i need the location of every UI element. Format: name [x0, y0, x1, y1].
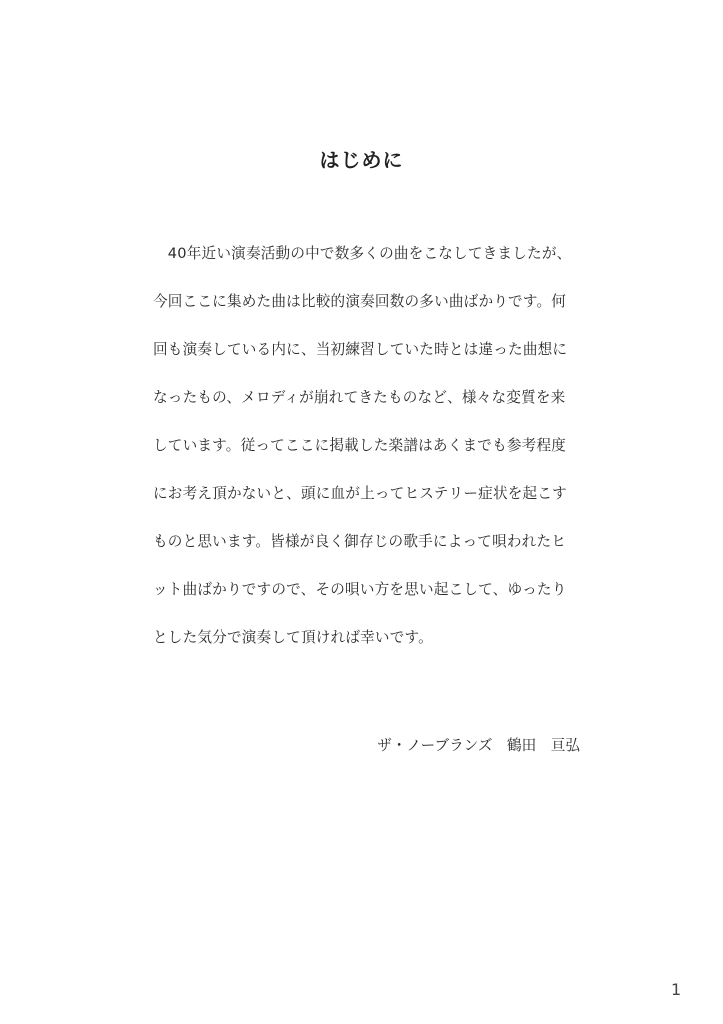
- body-line: とした気分で演奏して頂ければ幸いです。: [153, 629, 433, 646]
- body-line: なったもの、メロディが崩れてきたものなど、様々な変質を来: [153, 389, 566, 406]
- body-line: ものと思います。皆様が良く御存じの歌手によって唄われたヒ: [153, 533, 567, 550]
- author-signature: ザ・ノーブランズ 鶴田 亘弘: [377, 737, 580, 754]
- body-line: 今回ここに集めた曲は比較的演奏回数の多い曲ばかりです。何: [153, 293, 567, 310]
- page-title: はじめに: [319, 148, 404, 172]
- body-line: しています。従ってここに掲載した楽譜はあくまでも参考程度: [153, 437, 567, 454]
- body-paragraph: [153, 240, 583, 672]
- body-line: にお考え頂かないと、頭に血が上ってヒステリー症状を起こす: [153, 485, 567, 502]
- page-number: 1: [671, 980, 682, 999]
- body-line: 回も演奏している内に、当初練習していた時とは違った曲想に: [153, 341, 568, 358]
- body-line: ット曲ばかりですので、その唄い方を思い起こして、ゆったり: [153, 581, 567, 598]
- body-line: 40年近い演奏活動の中で数多くの曲をこなしてきましたが、: [153, 245, 572, 262]
